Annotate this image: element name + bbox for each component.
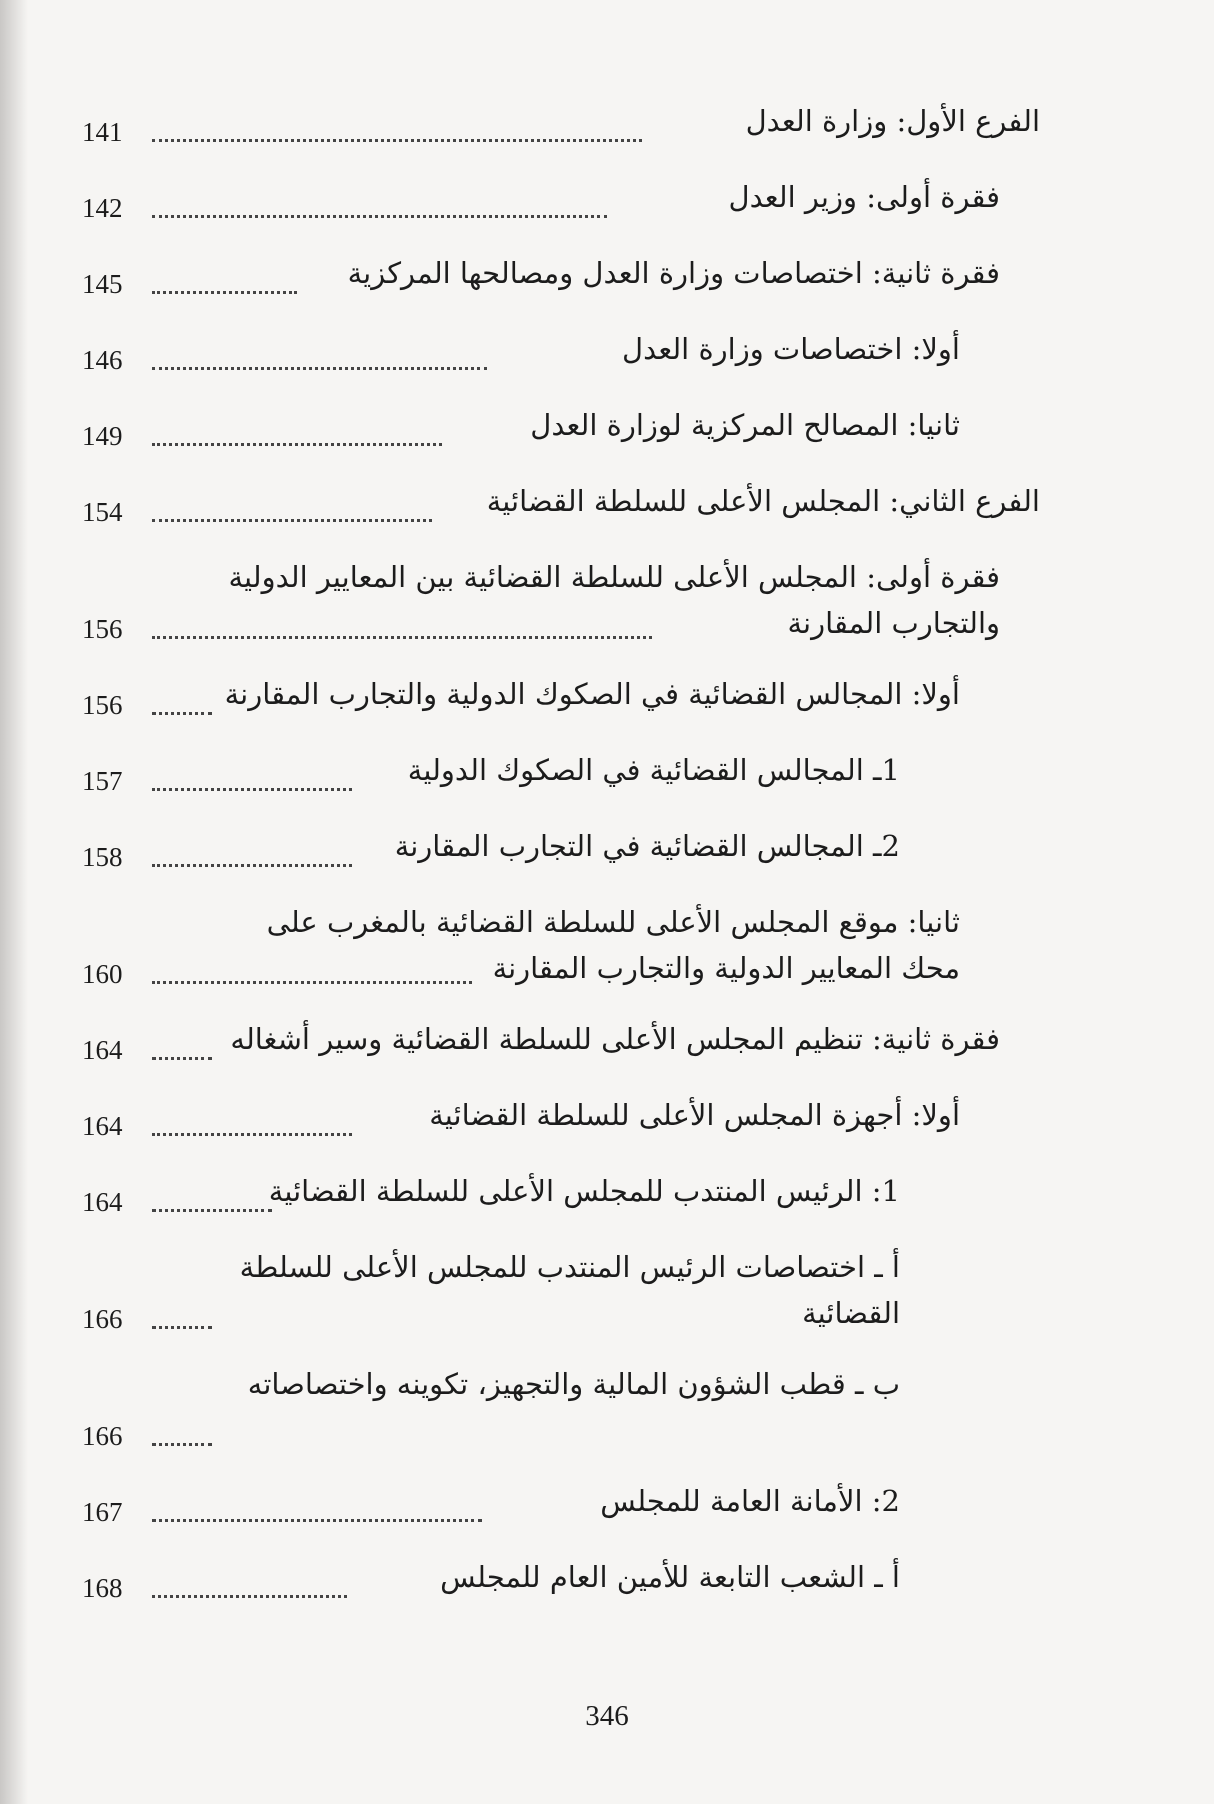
dot-leader bbox=[152, 1209, 272, 1212]
dot-leader bbox=[152, 139, 642, 142]
toc-entry bbox=[82, 665, 1040, 741]
toc-entry-title: ثانيا: موقع المجلس الأعلى للسلطة القضائية بالمغرب على محك المعايير الدولية والتجارب المقارنة bbox=[266, 905, 960, 985]
toc-entry bbox=[82, 244, 1040, 320]
dot-leader bbox=[152, 1326, 212, 1329]
dot-leader bbox=[152, 981, 472, 984]
toc-entry bbox=[82, 741, 1040, 817]
dot-leader bbox=[152, 712, 212, 715]
toc-entry bbox=[82, 92, 1040, 168]
toc-entry-page: 157 bbox=[82, 766, 123, 796]
toc-entry bbox=[82, 168, 1040, 244]
toc-entry-title: أ ـ الشعب التابعة للأمين العام للمجلس bbox=[440, 1560, 900, 1594]
toc-entry-page: 158 bbox=[82, 842, 123, 872]
table-of-contents bbox=[82, 92, 1040, 1624]
toc-entry-page: 164 bbox=[82, 1111, 123, 1141]
dot-leader bbox=[152, 1519, 482, 1522]
dot-leader bbox=[152, 443, 442, 446]
toc-entry-title: الفرع الثاني: المجلس الأعلى للسلطة القضائية bbox=[486, 484, 1040, 518]
toc-entry-title: أ ـ اختصاصات الرئيس المنتدب للمجلس الأعلى للسلطة القضائية bbox=[239, 1250, 900, 1330]
toc-entry-page: 168 bbox=[82, 1573, 123, 1603]
dot-leader bbox=[152, 864, 352, 867]
toc-entry-page: 146 bbox=[82, 345, 123, 375]
toc-entry-title: 1: الرئيس المنتدب للمجلس الأعلى للسلطة القضائية bbox=[268, 1174, 900, 1208]
toc-entry-title: فقرة أولى: المجلس الأعلى للسلطة القضائية بين المعايير الدولية والتجارب المقارنة bbox=[228, 560, 1000, 640]
toc-entry bbox=[82, 1472, 1040, 1548]
toc-entry-page: 160 bbox=[82, 959, 123, 989]
toc-entry-page: 167 bbox=[82, 1497, 123, 1527]
page-number: 346 bbox=[585, 1700, 629, 1732]
toc-entry-page: 164 bbox=[82, 1035, 123, 1065]
toc-entry-title: أولا: اختصاصات وزارة العدل bbox=[622, 332, 960, 366]
dot-leader bbox=[152, 291, 297, 294]
toc-entry-page: 166 bbox=[82, 1304, 123, 1334]
toc-entry bbox=[82, 893, 1040, 1010]
toc-entry-page: 154 bbox=[82, 497, 123, 527]
toc-entry bbox=[82, 1548, 1040, 1624]
toc-entry-title: أولا: المجالس القضائية في الصكوك الدولية والتجارب المقارنة bbox=[224, 677, 960, 711]
toc-entry-title: فقرة ثانية: اختصاصات وزارة العدل ومصالحها المركزية bbox=[347, 256, 1000, 290]
toc-entry-page: 141 bbox=[82, 117, 123, 147]
toc-entry-title: 2ـ المجالس القضائية في التجارب المقارنة bbox=[394, 829, 900, 863]
dot-leader bbox=[152, 636, 652, 639]
toc-entry-title: ثانيا: المصالح المركزية لوزارة العدل bbox=[530, 408, 960, 442]
toc-entry bbox=[82, 320, 1040, 396]
toc-entry-page: 166 bbox=[82, 1421, 123, 1451]
toc-entry bbox=[82, 548, 1040, 665]
toc-entry-title: فقرة أولى: وزير العدل bbox=[728, 180, 1000, 214]
toc-entry-page: 149 bbox=[82, 421, 123, 451]
toc-entry-page: 142 bbox=[82, 193, 123, 223]
toc-entry bbox=[82, 1086, 1040, 1162]
toc-entry bbox=[82, 1238, 1040, 1355]
toc-entry-page: 156 bbox=[82, 614, 123, 644]
toc-entry bbox=[82, 1162, 1040, 1238]
toc-entry bbox=[82, 1355, 1040, 1472]
dot-leader bbox=[152, 367, 487, 370]
toc-entry bbox=[82, 472, 1040, 548]
dot-leader bbox=[152, 519, 432, 522]
spine-shadow bbox=[0, 0, 28, 1804]
toc-entry-title: الفرع الأول: وزارة العدل bbox=[745, 104, 1040, 138]
toc-entry-page: 156 bbox=[82, 690, 123, 720]
dot-leader bbox=[152, 1443, 212, 1446]
toc-entry-title: 1ـ المجالس القضائية في الصكوك الدولية bbox=[407, 753, 900, 787]
toc-entry bbox=[82, 817, 1040, 893]
dot-leader bbox=[152, 788, 352, 791]
dot-leader bbox=[152, 1595, 347, 1598]
toc-entry-page: 145 bbox=[82, 269, 123, 299]
dot-leader bbox=[152, 1133, 352, 1136]
toc-entry-title: ب ـ قطب الشؤون المالية والتجهيز، تكوينه واختصاصاته bbox=[247, 1367, 900, 1401]
toc-entry-page: 164 bbox=[82, 1187, 123, 1217]
dot-leader bbox=[152, 1057, 212, 1060]
toc-entry bbox=[82, 396, 1040, 472]
toc-entry bbox=[82, 1010, 1040, 1086]
dot-leader bbox=[152, 215, 607, 218]
toc-entry-title: فقرة ثانية: تنظيم المجلس الأعلى للسلطة القضائية وسير أشغاله bbox=[230, 1022, 1000, 1056]
toc-entry-title: أولا: أجهزة المجلس الأعلى للسلطة القضائية bbox=[429, 1098, 960, 1132]
toc-entry-title: 2: الأمانة العامة للمجلس bbox=[600, 1484, 900, 1518]
